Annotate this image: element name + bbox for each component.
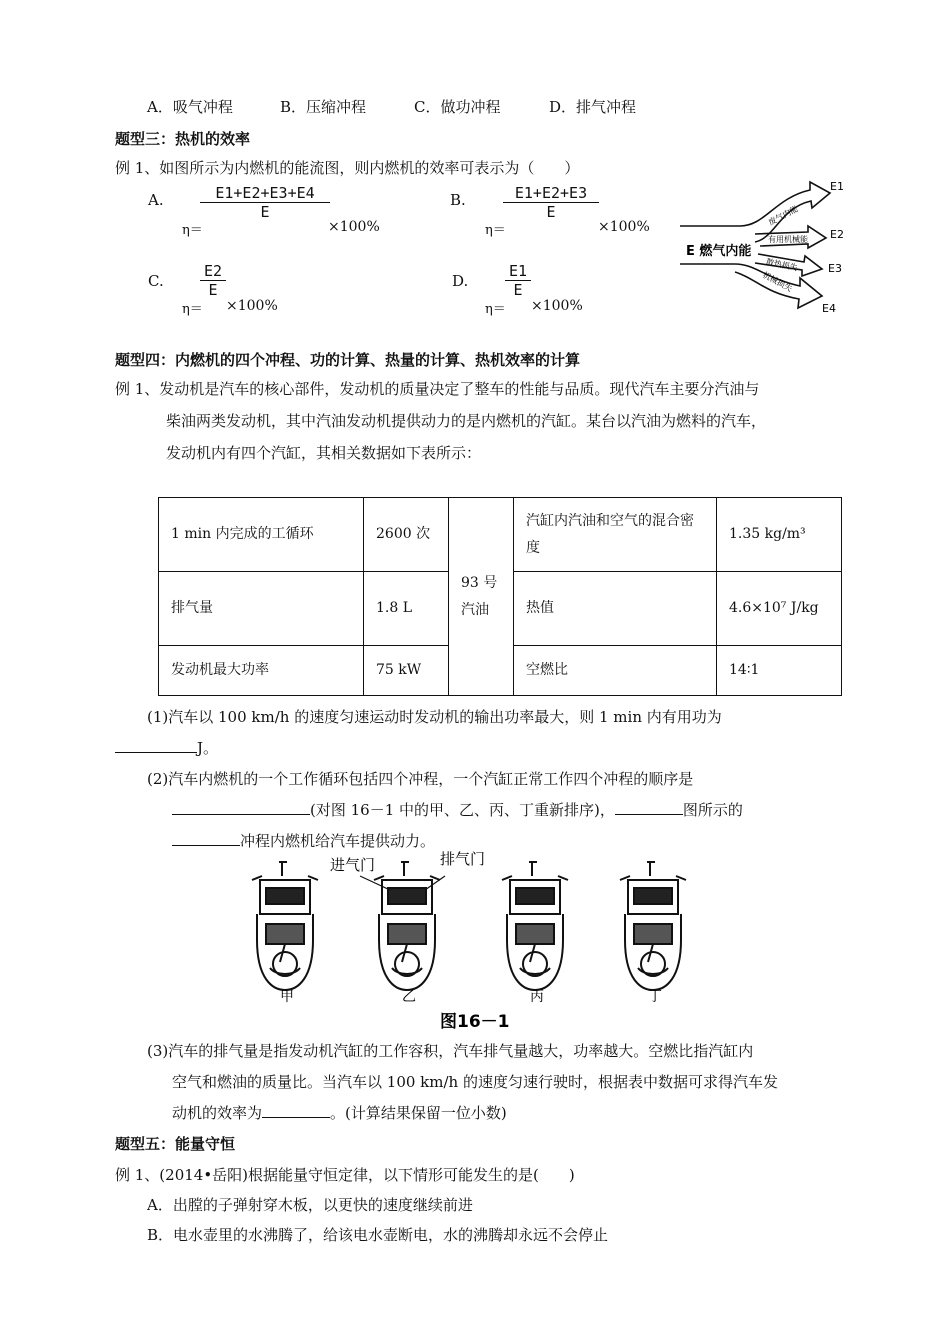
- s3-option-d-percent: ×100%: [531, 298, 583, 314]
- table-cell: 发动机最大功率: [159, 646, 364, 696]
- option-b: B．压缩冲程: [280, 98, 367, 116]
- table-cell: 热值: [514, 572, 717, 646]
- s3-option-a-fraction: [200, 184, 330, 221]
- s3-option-c-label: C.: [148, 272, 164, 290]
- answer-blank[interactable]: [262, 1117, 330, 1118]
- diagram-arrow-4: 机械损失: [761, 270, 794, 294]
- table-cell: 1 min 内完成的工循环: [159, 498, 364, 572]
- section4-title: 题型四：内燃机的四个冲程、功的计算、热量的计算、热机效率的计算: [115, 351, 581, 369]
- intake-valve-label: 进气门: [330, 856, 376, 874]
- s3-option-b-percent: ×100%: [598, 219, 650, 235]
- s3-option-d-numerator: E1: [505, 262, 531, 281]
- four-stroke-figure: [240, 850, 700, 1030]
- table-cell-fuel: 93 号汽油: [449, 498, 514, 696]
- part3-text-a: 动机的效率为: [172, 1104, 263, 1122]
- s3-option-c-denominator: E: [208, 281, 218, 299]
- answer-blank[interactable]: [172, 845, 240, 846]
- option-c: C．做功冲程: [414, 98, 501, 116]
- table-cell: 1.8 L: [364, 572, 449, 646]
- s3-option-a-percent: ×100%: [328, 219, 380, 235]
- part2-line3: [172, 830, 435, 851]
- part2-line2: [172, 799, 743, 820]
- answer-blank[interactable]: [172, 814, 310, 815]
- table-cell: 排气量: [159, 572, 364, 646]
- engine-yi: [374, 862, 440, 990]
- table-cell: 1.35 kg/m³: [717, 498, 842, 572]
- engine-ding: [620, 862, 686, 990]
- diagram-output-e3: E3: [828, 262, 842, 275]
- part2-text-b: 图所示的: [682, 801, 743, 819]
- table-cell: 4.6×10⁷ J/kg: [717, 572, 842, 646]
- s3-option-b-fraction: [503, 184, 599, 221]
- s3-option-d-label: D.: [452, 272, 469, 290]
- section5-title: 题型五：能量守恒: [115, 1135, 236, 1153]
- figure-caption: 图16－1: [440, 1012, 510, 1030]
- part3-line3: [172, 1102, 507, 1123]
- s3-option-d-denominator: E: [513, 281, 523, 299]
- engine-label-ding: 丁: [648, 989, 662, 1005]
- option-a: A．吸气冲程: [147, 98, 233, 116]
- s3-option-d-eta: η＝: [485, 302, 506, 317]
- engine-label-jia: 甲: [280, 989, 294, 1005]
- engine-label-bing: 丙: [530, 989, 544, 1005]
- table-cell: 空燃比: [514, 646, 717, 696]
- answer-blank[interactable]: [615, 814, 683, 815]
- part1-line2: [115, 737, 218, 758]
- s3-option-c-fraction: [200, 262, 226, 299]
- option-d: D．排气冲程: [549, 98, 637, 116]
- part2-line1: (2)汽车内燃机的一个工作循环包括四个冲程，一个汽缸正常工作四个冲程的顺序是: [147, 770, 694, 788]
- section5-option-b: B．电水壶里的水沸腾了，给该电水壶断电，水的沸腾却永远不会停止: [147, 1226, 609, 1244]
- s3-option-b-denominator: E: [546, 203, 556, 221]
- diagram-arrow-1: 废气内能: [767, 204, 800, 228]
- table-cell: 2600 次: [364, 498, 449, 572]
- s3-option-c-eta: η＝: [182, 302, 203, 317]
- part3-text-b: 。(计算结果保留一位小数): [330, 1104, 507, 1122]
- s3-option-b-label: B.: [450, 191, 466, 209]
- engine-jia: [252, 862, 318, 990]
- s3-option-c-percent: ×100%: [226, 298, 278, 314]
- diagram-output-e4: E4: [822, 302, 836, 315]
- section5-question: 例 1、(2014•岳阳)根据能量守恒定律，以下情形可能发生的是( ): [115, 1166, 575, 1184]
- diagram-arrow-3: 散热损失: [765, 257, 799, 273]
- part2-text-a: (对图 16－1 中的甲、乙、丙、丁重新排序)，: [310, 801, 615, 819]
- s3-option-b-eta: η＝: [485, 223, 506, 238]
- engine-bing: [502, 862, 568, 990]
- section5-option-a: A．出膛的子弹射穿木板，以更快的速度继续前进: [147, 1196, 473, 1214]
- s3-option-d-fraction: [505, 262, 531, 299]
- energy-flow-diagram: [680, 168, 860, 318]
- engine-label-yi: 乙: [402, 989, 416, 1005]
- table-cell: 75 kW: [364, 646, 449, 696]
- s3-option-a-numerator: E1+E2+E3+E4: [200, 184, 330, 203]
- section4-question-line2: 柴油两类发动机，其中汽油发动机提供动力的是内燃机的汽缸。某台以汽油为燃料的汽车，: [166, 412, 767, 430]
- s3-option-b-numerator: E1+E2+E3: [503, 184, 599, 203]
- diagram-output-e2: E2: [830, 228, 844, 241]
- section4-question-line3: 发动机内有四个汽缸，其相关数据如下表所示：: [166, 444, 482, 462]
- diagram-arrow-2: 有用机械能: [768, 235, 808, 244]
- part1-line1: (1)汽车以 100 km/h 的速度匀速运动时发动机的输出功率最大，则 1 min 内有用功为: [147, 708, 722, 726]
- part3-line2: 空气和燃油的质量比。当汽车以 100 km/h 的速度匀速行驶时，根据表中数据可求得汽车发: [172, 1073, 778, 1091]
- section3-question: 例 1、如图所示为内燃机的能流图，则内燃机的效率可表示为（ ）: [115, 159, 580, 177]
- s3-option-c-numerator: E2: [200, 262, 226, 281]
- answer-blank[interactable]: [115, 752, 197, 753]
- table-cell: 汽缸内汽油和空气的混合密度: [514, 498, 717, 572]
- part2-text-c: 冲程内燃机给汽车提供动力。: [240, 832, 436, 850]
- s3-option-a-eta: η＝: [182, 223, 203, 238]
- s3-option-a-label: A.: [148, 191, 164, 209]
- diagram-source-label: E 燃气内能: [686, 244, 752, 259]
- part1-unit: J。: [197, 739, 219, 757]
- table-cell: 14∶1: [717, 646, 842, 696]
- part3-line1: (3)汽车的排气量是指发动机汽缸的工作容积，汽车排气量越大，功率越大。空燃比指汽缸内: [147, 1042, 754, 1060]
- diagram-output-e1: E1: [830, 180, 844, 193]
- exhaust-valve-label: 排气门: [440, 850, 486, 868]
- engine-data-table: [158, 497, 842, 696]
- s3-option-a-denominator: E: [260, 203, 270, 221]
- section4-question-line1: 例 1、发动机是汽车的核心部件，发动机的质量决定了整车的性能与品质。现代汽车主要分汽油与: [115, 380, 760, 398]
- section3-title: 题型三：热机的效率: [115, 130, 251, 148]
